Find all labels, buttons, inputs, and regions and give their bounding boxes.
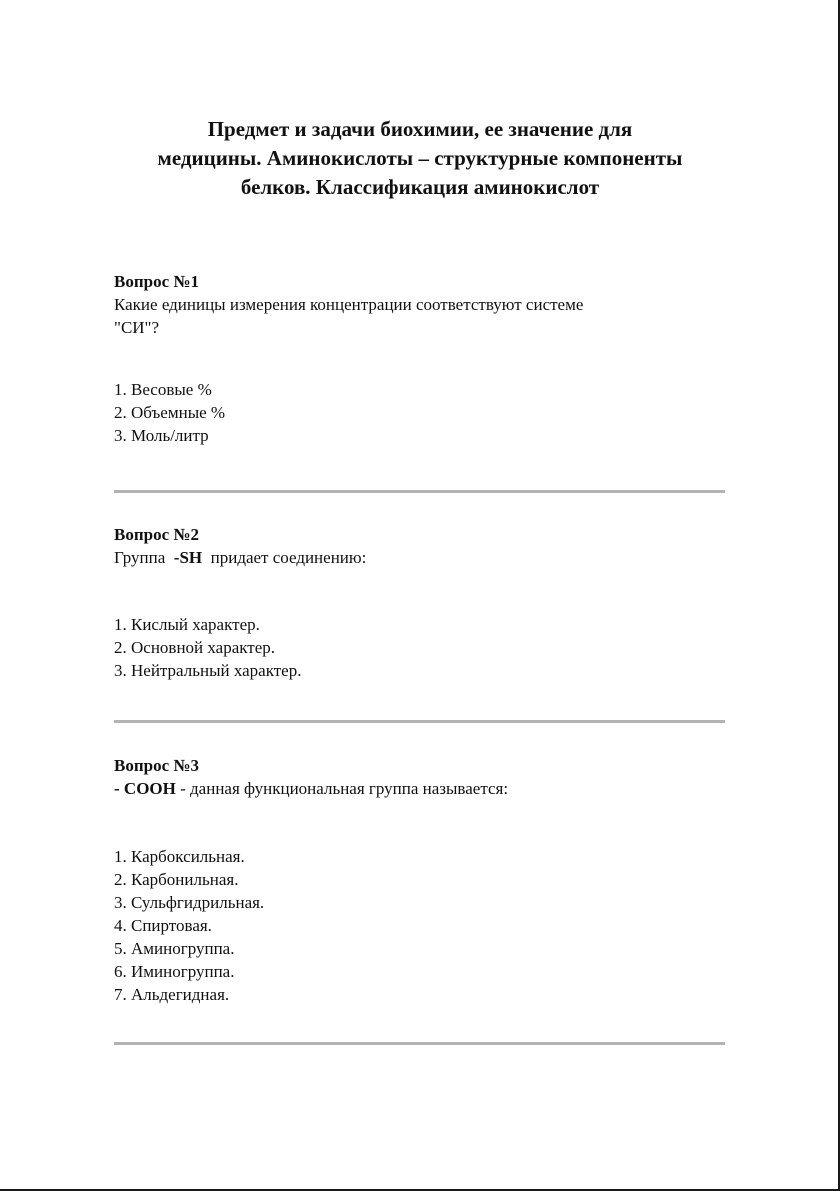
answer-option[interactable]: 6. Иминогруппа. — [114, 962, 235, 981]
question-separator — [114, 490, 725, 493]
answer-options — [114, 613, 726, 682]
question-text-suffix: - данная функциональная группа называется: — [175, 779, 509, 798]
question-2 — [114, 523, 726, 682]
question-text — [114, 777, 726, 800]
question-heading: Вопрос №3 — [114, 756, 199, 775]
question-text-suffix: придает соединению: — [202, 548, 367, 567]
answer-option[interactable]: 4. Спиртовая. — [114, 916, 212, 935]
answer-option[interactable]: 1. Кислый характер. — [114, 615, 260, 634]
answer-option[interactable]: 5. Аминогруппа. — [114, 939, 235, 958]
question-text-prefix: Группа — [114, 548, 174, 567]
answer-option[interactable]: 1. Весовые % — [114, 380, 212, 399]
question-separator — [114, 720, 725, 723]
answer-option[interactable]: 7. Альдегидная. — [114, 985, 230, 1004]
answer-option[interactable]: 2. Объемные % — [114, 403, 226, 422]
functional-group-formula: -SH — [173, 548, 203, 567]
title-line: белков. Классификация аминокислот — [240, 175, 600, 199]
answer-option[interactable]: 2. Основной характер. — [114, 638, 276, 657]
answer-options — [114, 845, 726, 1006]
question-text — [114, 546, 726, 569]
answer-option[interactable]: 1. Карбоксильная. — [114, 847, 245, 866]
question-text-line: "СИ"? — [114, 318, 160, 337]
answer-option[interactable]: 3. Моль/литр — [114, 426, 209, 445]
question-separator — [114, 1042, 725, 1045]
question-1 — [114, 270, 726, 447]
question-text-line: Какие единицы измерения концентрации соответствуют системе — [114, 295, 584, 314]
answer-option[interactable]: 3. Сульфгидрильная. — [114, 893, 265, 912]
question-heading: Вопрос №1 — [114, 272, 199, 291]
document-title — [100, 115, 740, 202]
question-3 — [114, 754, 726, 1006]
title-line: Предмет и задачи биохимии, ее значение для — [207, 117, 633, 141]
answer-option[interactable]: 2. Карбонильная. — [114, 870, 239, 889]
question-text — [114, 293, 726, 339]
answer-options — [114, 378, 726, 447]
answer-option[interactable]: 3. Нейтральный характер. — [114, 661, 302, 680]
question-heading: Вопрос №2 — [114, 525, 199, 544]
title-line: медицины. Аминокислоты – структурные компоненты — [157, 146, 683, 170]
functional-group-formula: - COOH — [114, 779, 176, 798]
